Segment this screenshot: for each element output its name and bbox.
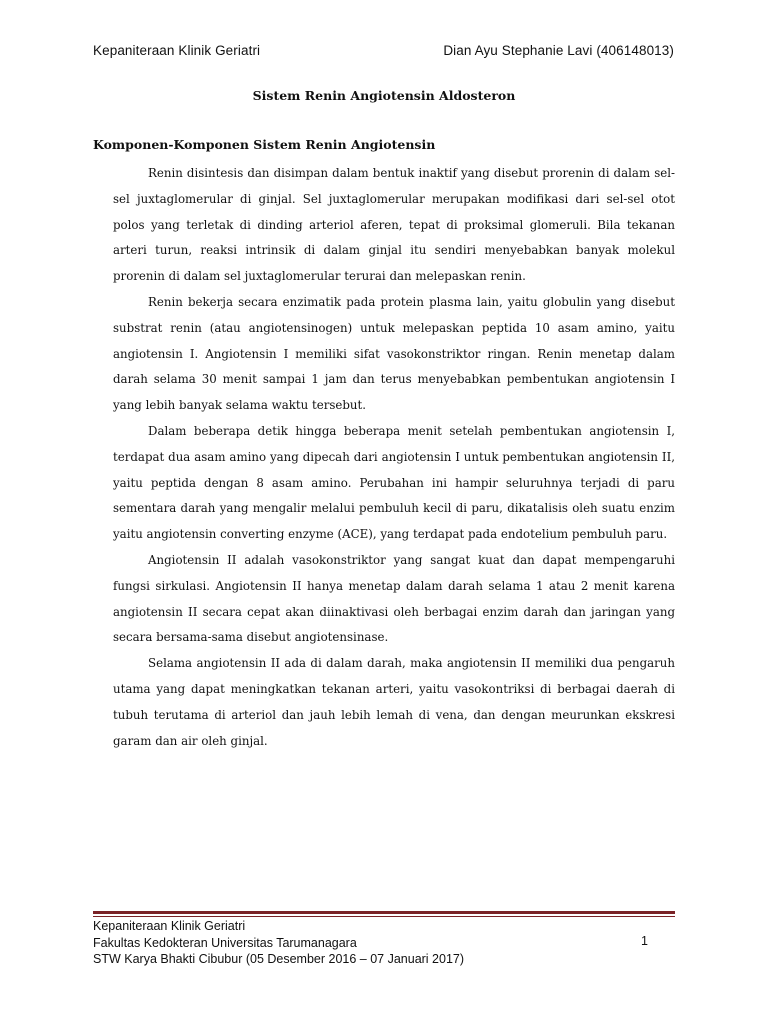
document-title: Sistem Renin Angiotensin Aldosteron — [252, 88, 516, 103]
footer-line-department: Kepaniteraan Klinik Geriatri — [93, 919, 246, 933]
header-right-text: Dian Ayu Stephanie Lavi (406148013) — [443, 43, 674, 58]
paragraph: Renin bekerja secara enzimatik pada protein plasma lain, yaitu globulin yang disebut substrat renin (atau angiotensinogen) untuk melepaskan peptida 10 asam amino, yaitu angiotensin I. Angiotensin I memiliki sifat vasokonstriktor ringan. Renin menetap dalam darah selama 30 menit sampai 1 jam dan terus menyebabkan pembentukan angiotensin I yang lebih banyak selama waktu tersebut. — [113, 294, 675, 413]
paragraph: Angiotensin II adalah vasokonstriktor yang sangat kuat dan dapat mempengaruhi fungsi sirkulasi. Angiotensin II hanya menetap dalam darah selama 1 atau 2 menit karena angiotensin II secara cepat akan diinaktivasi oleh berbagai enzim darah dan jaringan yang secara bersama-sama disebut angiotensinase. — [113, 552, 675, 645]
footer-divider-thin — [93, 916, 675, 917]
paragraph: Dalam beberapa detik hingga beberapa menit setelah pembentukan angiotensin I, terdapat dua asam amino yang dipecah dari angiotensin I untuk pembentukan angiotensin II, yaitu peptida dengan 8 asam amino. Perubahan ini hampir seluruhnya terjadi di paru sementara darah yang mengalir melalui pembuluh kecil di paru, dikatalisis oleh suatu enzim yaitu angiotensin converting enzyme (ACE), yang terdapat pada endotelium pembuluh paru. — [113, 423, 675, 542]
page-number: 1 — [641, 934, 648, 948]
paragraph: Renin disintesis dan disimpan dalam bentuk inaktif yang disebut prorenin di dalam sel-sel juxtaglomerular di ginjal. Sel juxtaglomerular merupakan modifikasi dari sel-sel otot polos yang terletak di dinding arteriol aferen, tepat di proksimal glomeruli. Bila tekanan arteri turun, reaksi intrinsik di dalam ginjal itu sendiri menyebabkan banyak molekul prorenin di dalam sel juxtaglomerular terurai dan melepaskan renin. — [113, 166, 675, 284]
section-heading: Komponen-Komponen Sistem Renin Angiotensin — [93, 137, 436, 152]
footer — [93, 918, 464, 968]
footer-divider-thick — [93, 911, 675, 914]
footer-line-location: STW Karya Bhakti Cibubur (05 Desember 2016 – 07 Januari 2017) — [93, 952, 465, 966]
footer-divider — [93, 911, 675, 917]
body-text — [113, 161, 675, 754]
footer-line-faculty: Fakultas Kedokteran Universitas Tarumanagara — [93, 935, 357, 950]
header-left-text: Kepaniteraan Klinik Geriatri — [93, 43, 261, 58]
paragraph: Selama angiotensin II ada di dalam darah, maka angiotensin II memiliki dua pengaruh utama yang dapat meningkatkan tekanan arteri, yaitu vasokontriksi di berbagai daerah di tubuh terutama di arteriol dan jauh lebih lemah di vena, dan dengan meurunkan ekskresi garam dan air oleh ginjal. — [113, 656, 675, 748]
